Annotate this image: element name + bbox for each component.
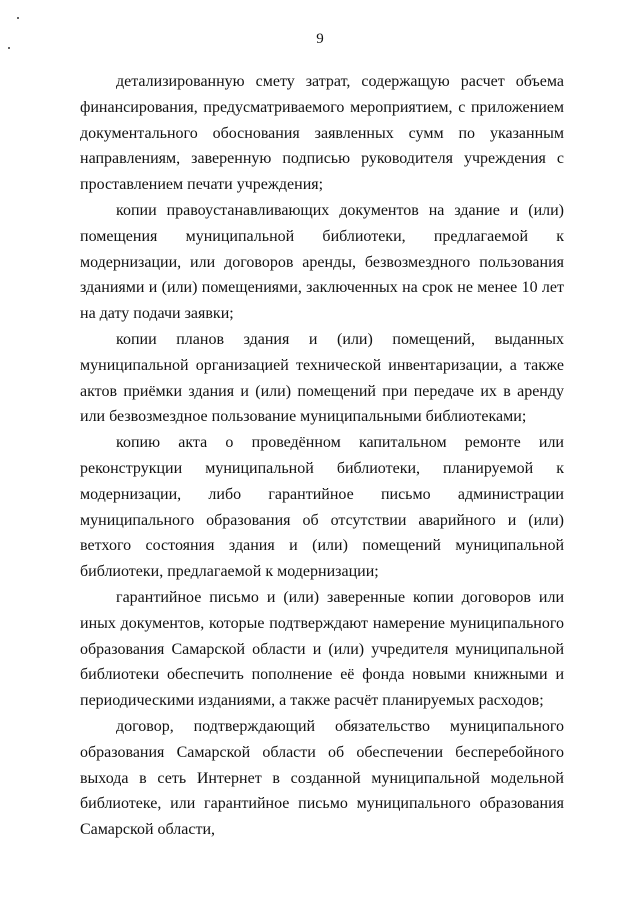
paragraph-repair-act: копию акта о проведённом капитальном ремонте или реконструкции муниципальной библиотеки, планируемой к модернизации, либо гарантийное письмо администрации муниципального образования об отсутствии аварийного и (или) ветхого состояния здания и (или) помещений муниципальной библиотеки, предлагаемой к модернизации; xyxy=(80,434,564,581)
paragraph-title-documents: копии правоустанавливающих документов на здание и (или) помещения муниципальной библиотеки, предлагаемой к модернизации, или договоров аренды, безвозмездного пользования зданиями и (или) помещениями, заключенных на срок не менее 10 лет на дату подачи заявки; xyxy=(80,201,564,323)
document-body xyxy=(80,69,564,843)
scan-speck xyxy=(17,17,19,19)
paragraph-internet-contract: договор, подтверждающий обязательство муниципального образования Самарской области об обеспечении бесперебойного выхода в сеть Интернет в созданной муниципальной модельной библиотеке, или гарантийное письмо муниципального образования Самарской области, xyxy=(80,717,564,839)
page-number: 9 xyxy=(316,31,324,47)
paragraph-cost-estimate: детализированную смету затрат, содержащую расчет объема финансирования, предусматриваемого мероприятием, с приложением документального обоснования заявленных сумм по указанным направлениям, заверенную подписью руководителя учреждения с проставлением печати учреждения; xyxy=(80,73,564,194)
paragraph-guarantee-letter: гарантийное письмо и (или) заверенные копии договоров или иных документов, которые подтверждают намерение муниципального образования Самарской области и (или) учредителя муниципальной библиотеки обеспечить пополнение её фонда новыми книжными и периодическими изданиями, а также расчёт планируемых расходов; xyxy=(80,588,564,710)
paragraph-building-plans: копии планов здания и (или) помещений, выданных муниципальной организацией технической инвентаризации, а также актов приёмки здания и (или) помещений при передаче их в аренду или безвозмездное пользование муниципальными библиотеками; xyxy=(80,330,564,426)
